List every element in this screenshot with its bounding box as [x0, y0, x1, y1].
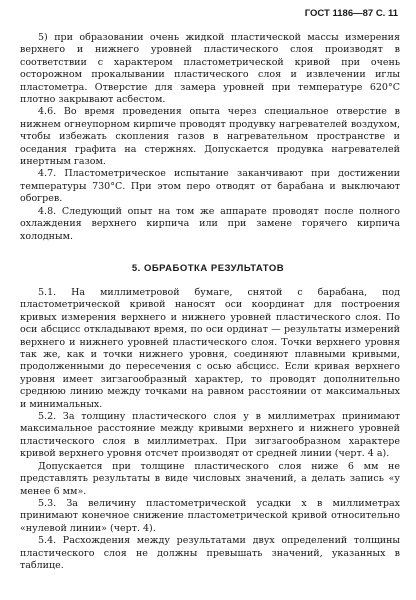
- paragraph: Допускается при толщине пластического слоя ниже 6 мм не представлять результаты в виде числовых значений, а делать запись «у менее 6 мм».: [20, 460, 400, 497]
- paragraph: 5.1. На миллиметровой бумаге, снятой с барабана, под пластометрической кривой наносят оси координат для построения кривых измерения верхнего и нижнего уровней пластического слоя. По оси абсцисс откладывают время, по оси ординат — результаты измерений верхнего и нижнего уровней пластического слоя. Точки верхнего уровня так же, как и точки нижнего уровня, соединяют плавными кривыми, продолженными до пересечения с осью абсцисс. Если кривая верхнего уровня имеет зигзагообразный характер, то проводят дополнительно среднюю линию между точками на равном расстоянии от максимальных и минимальных.: [20, 287, 400, 410]
- section-title: 5. ОБРАБОТКА РЕЗУЛЬТАТОВ: [131, 263, 285, 274]
- paragraph: 4.8. Следующий опыт на том же аппарате проводят после полного охлаждения верхнего кирпича или при замене горячего кирпича холодным.: [20, 205, 400, 242]
- paragraph: 5.3. За величину пластометрической усадки x в миллиметрах принимают конечное снижение пластометрической кривой относительно «нулевой линии» (черт. 4).: [20, 497, 400, 534]
- paragraph: 5.2. За толщину пластического слоя у в миллиметрах принимают максимальное расстояние между кривыми верхнего и нижнего уровней пластического слоя в миллиметрах. При зигзагообразном характере кривой верхнего уровня отсчет производят от средней линии (черт. 4 а).: [20, 411, 400, 460]
- page-header: ГОСТ 1186—87 С. 11: [304, 8, 398, 19]
- paragraph: 4.6. Во время проведения опыта через специальное отверстие в нижнем огнеупорном кирпиче проводят продувку нагревателей воздухом, чтобы избежать скопления газов в нагревательном пространстве и оседания графита на стержнях. Допускается продувка нагревателей инертным газом.: [20, 106, 400, 168]
- paragraph: 5.4. Расхождения между результатами двух определений толщины пластического слоя не должны превышать значений, указанных в таблице.: [20, 535, 400, 571]
- text-block-top: [20, 32, 400, 243]
- text-block-bottom: [20, 287, 400, 572]
- paragraph: 5) при образовании очень жидкой пластической массы измерения верхнего и нижнего уровней пластического слоя производят в соответствии с характером пластометрической кривой при очень осторожном прокалывании пластического слоя и извлечении иглы пластометра. Отверстие для замера уровней при температуре 620°С плотно закрывают асбестом.: [20, 32, 400, 106]
- paragraph: 4.7. Пластометрическое испытание заканчивают при достижении температуры 730°С. При этом перо отводят от барабана и выключают обогрев.: [20, 168, 400, 205]
